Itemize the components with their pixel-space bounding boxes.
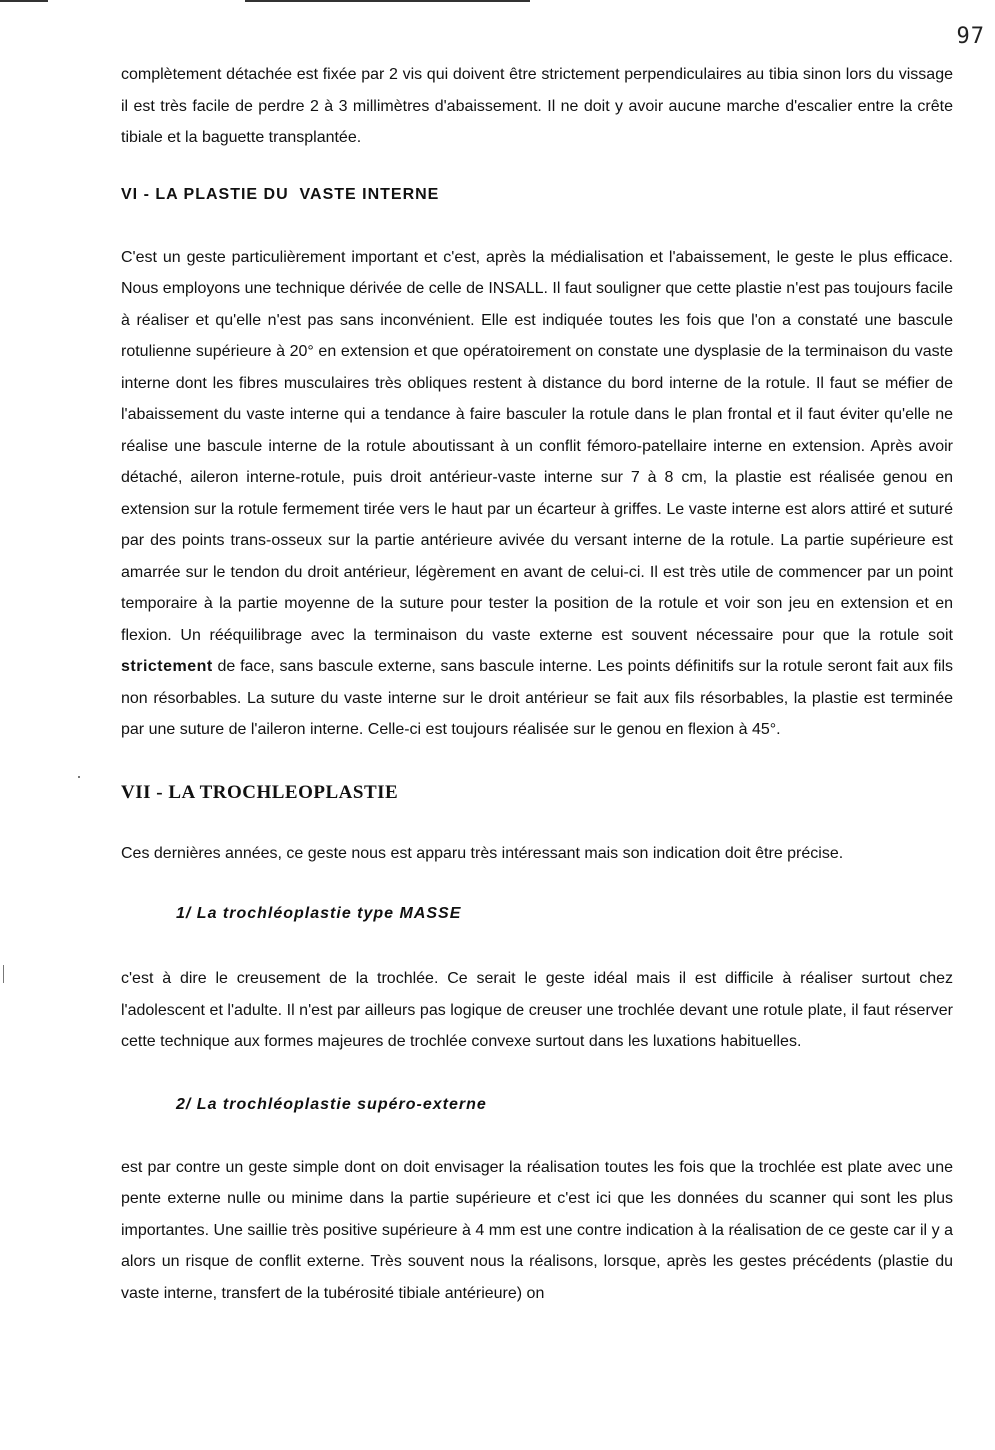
subsection-supero-externe-paragraph: est par contre un geste simple dont on doit envisager la réalisation toutes les fois que la trochlée est plate avec une pente externe nulle ou minime dans la partie supérieure et c'est ici que les données du scanner qui sont les plus importantes. Une saillie très positive supérieure à 4 mm est une contre indication à la réalisation de ce geste car il y a alors un risque de conflit externe. Très souvent nous la réalisons, lorsque, après les gestes précédents (plastie du vaste interne, transfert de la tubérosité tibiale antérieure) on [121, 1158, 953, 1302]
document-body [121, 59, 953, 1309]
subsection-heading-masse: 1/ La trochléoplastie type MASSE [176, 905, 462, 922]
section-vi-text-after: de face, sans bascule externe, sans bascule interne. Les points définitifs sur la rotule seront fait aux fils non résorbables. La suture du vaste interne sur le droit antérieur se fait aux fils résorbables, la plastie est terminée par une suture de l'aileron interne. Celle-ci est toujours réalisée sur le genou en flexion à 45°. [121, 658, 953, 738]
subsection-masse-paragraph: c'est à dire le creusement de la trochlée. Ce serait le geste idéal mais il est difficile à réaliser surtout chez l'adolescent et l'adulte. Il n'est par ailleurs pas logique de creuser une trochlée devant une rotule plate, il faut réserver cette technique aux formes majeures de trochlée convexe surtout dans les luxations habituelles. [121, 970, 953, 1050]
scan-artifact-rule-left [0, 0, 48, 2]
section-vi-emphasis: strictement [121, 658, 213, 675]
section-vi-text-before: C'est un geste particulièrement important et c'est, après la médialisation et l'abaissement, le geste le plus efficace. Nous employons une technique dérivée de celle de INSALL. Il faut souligner que cette plastie n'est pas toujours facile à réaliser et qu'elle n'est pas sans inconvénient. Elle est indiquée toutes les fois que l'on a constaté une bascule rotulienne supérieure à 20° en extension et que opératoirement on constate une dysplasie de la terminaison du vaste interne dont les fibres musculaires très obliques restent à distance du bord interne de la rotule. Il faut se méfier de l'abaissement du vaste interne qui a tendance à faire basculer la rotule dans le plan frontal et il faut éviter qu'elle ne réalise une bascule interne de la rotule aboutissant à un conflit fémoro-patellaire interne en extension. Après avoir détaché, aileron interne-rotule, puis droit antérieur-vaste interne sur 7 à 8 cm, la plastie est réalisée genou en extension sur la rotule fermement tirée vers le haut par un écarteur à griffes. Le vaste interne est alors attiré et suturé par des points trans-osseux sur la partie antérieure avivée du versant interne de la rotule. La partie supérieure est amarrée sur le tendon du droit antérieur, légèrement en avant de celui-ci. Il est très utile de commencer par un point temporaire à la partie moyenne de la suture pour tester la position de la rotule et voir son jeu en extension et en flexion. Un rééquilibrage avec la terminaison du vaste externe est souvent nécessaire pour que la rotule soit [121, 248, 954, 644]
section-heading-vii: VII - LA TROCHLEOPLASTIE [121, 781, 399, 803]
scan-artifact-rule-main [245, 0, 530, 2]
margin-dot [78, 776, 80, 778]
subsection-heading-supero-externe: 2/ La trochléoplastie supéro-externe [176, 1095, 487, 1113]
section-vii-intro: Ces dernières années, ce geste nous est apparu très intéressant mais son indication doit être précise. [121, 844, 844, 862]
intro-paragraph: complètement détachée est fixée par 2 vis qui doivent être strictement perpendiculaires au tibia sinon lors du vissage il est très facile de perdre 2 à 3 millimètres d'abaissement. Il ne doit y avoir aucune marche d'escalier entre la crête tibiale et la baguette transplantée. [121, 66, 953, 146]
section-vi-paragraph [121, 242, 953, 746]
page-number: 97 [956, 24, 985, 49]
section-heading-vi: VI - LA PLASTIE DU VASTE INTERNE [121, 185, 440, 203]
margin-mark [3, 965, 4, 983]
